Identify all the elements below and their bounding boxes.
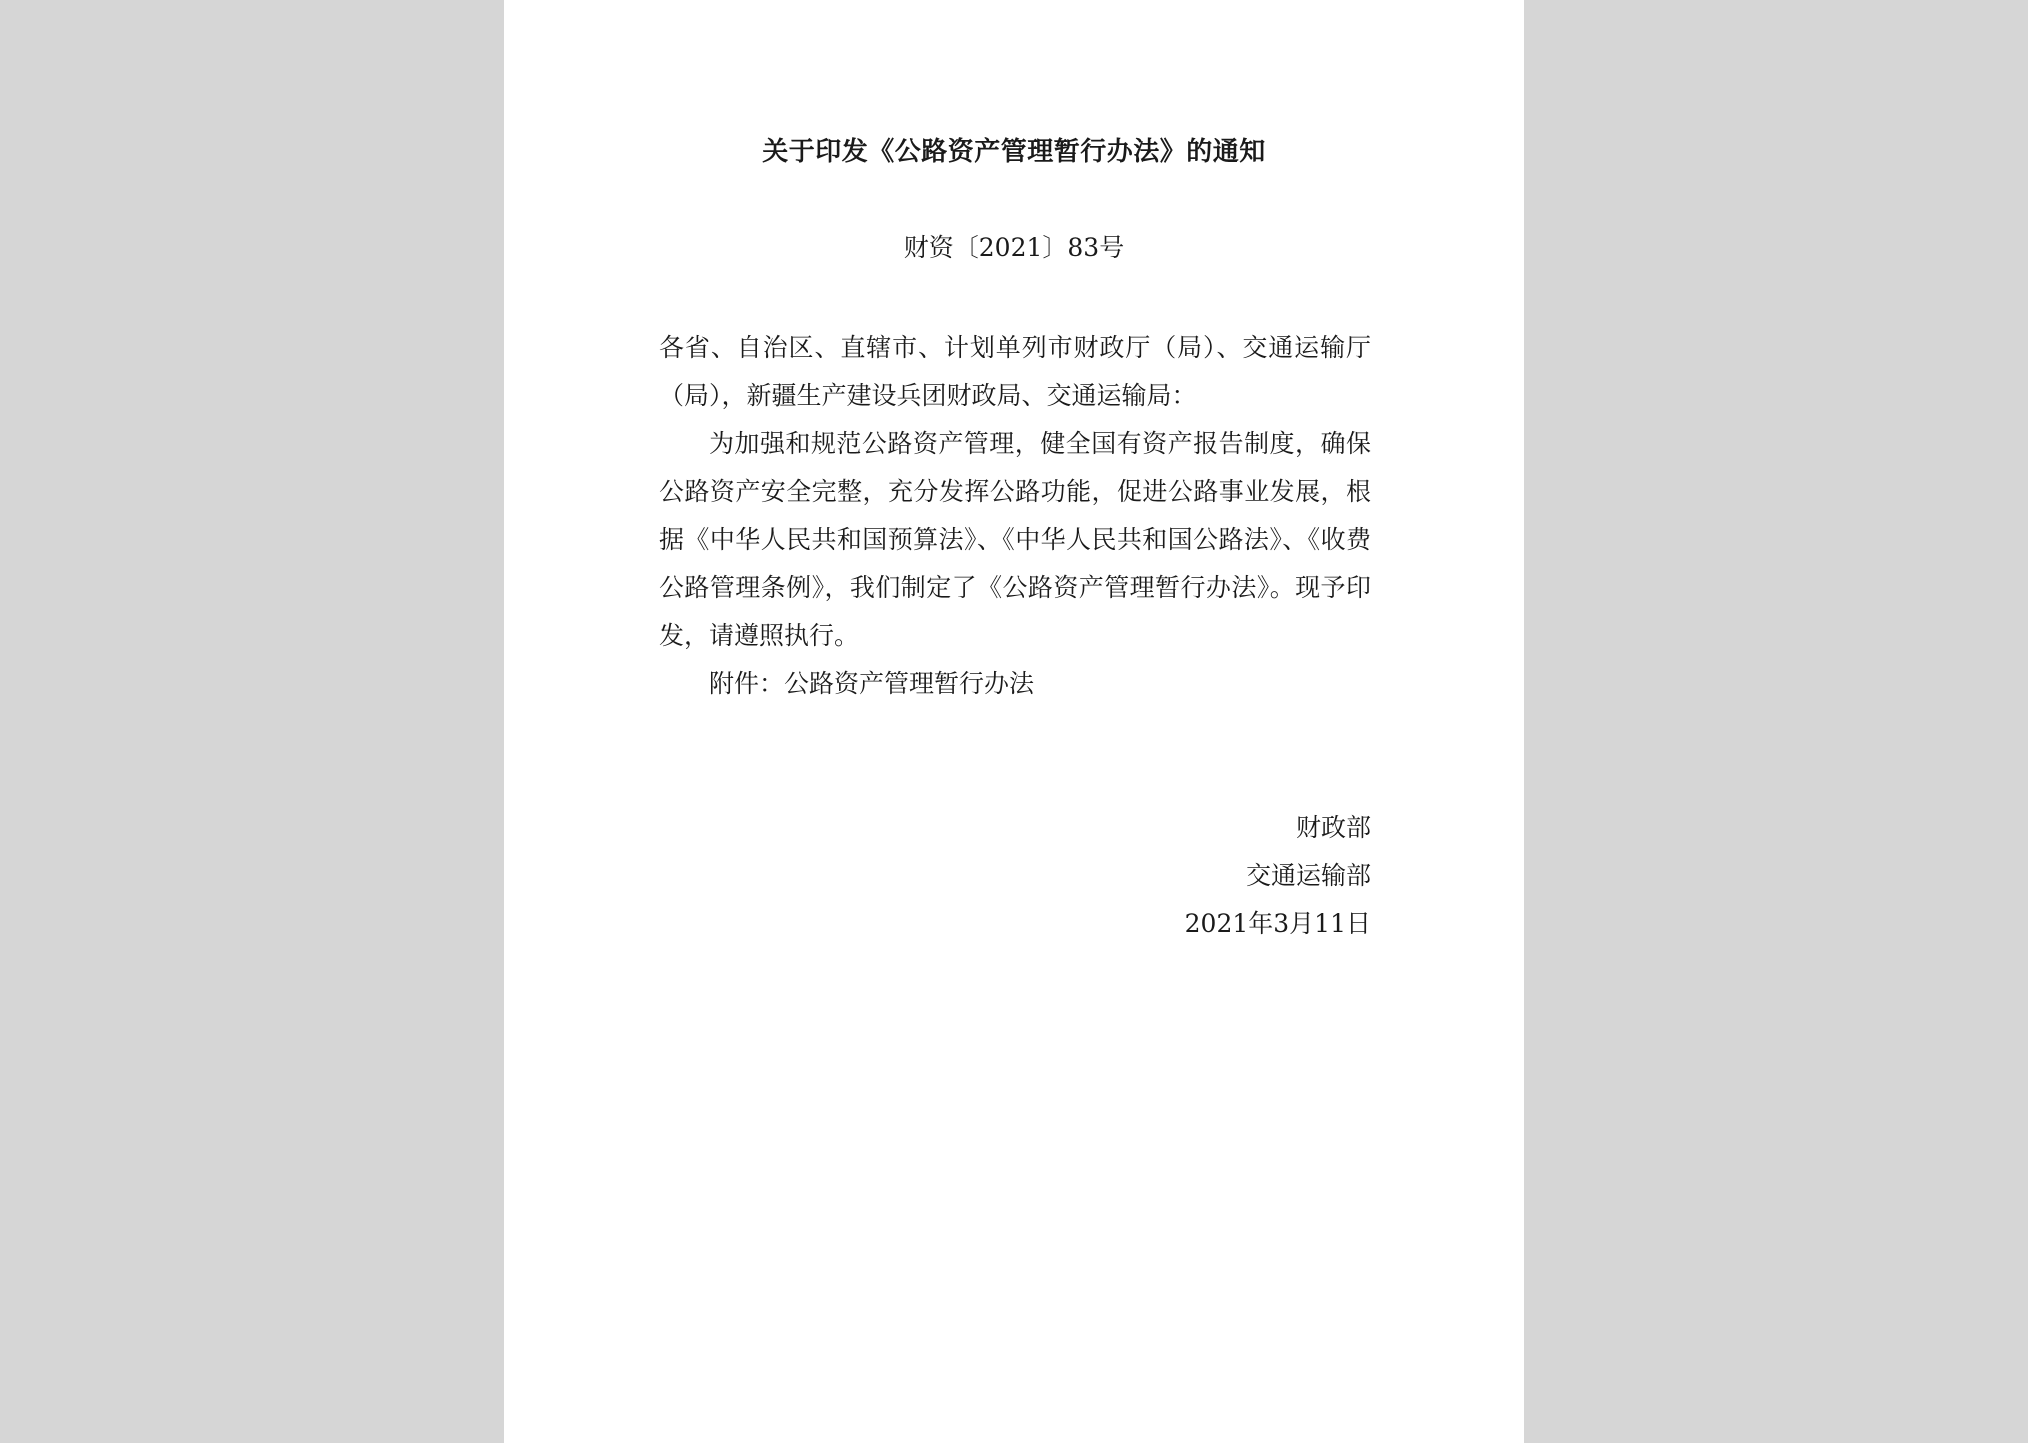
issue-date: 2021年3月11日 bbox=[1184, 909, 1371, 938]
signature-block bbox=[659, 804, 1371, 948]
issuer-ministry-of-transport: 交通运输部 bbox=[1245, 861, 1371, 890]
document-title: 关于印发《公路资产管理暂行办法》的通知 bbox=[762, 137, 1266, 167]
main-paragraph: 为加强和规范公路资产管理，健全国有资产报告制度，确保公路资产安全完整，充分发挥公路功能，促进公路事业发展，根据《中华人民共和国预算法》、《中华人民共和国公路法》、《收费公路管理条例》，我们制定了《公路资产管理暂行办法》。现予印发，请遵照执行。 bbox=[659, 429, 1371, 650]
document-number: 财资〔2021〕83号 bbox=[903, 233, 1125, 262]
document-body bbox=[659, 324, 1371, 708]
document-page bbox=[504, 0, 1524, 1443]
addressee-paragraph: 各省、自治区、直辖市、计划单列市财政厅（局）、交通运输厅（局），新疆生产建设兵团财政局、交通运输局： bbox=[659, 333, 1371, 410]
attachment-line: 附件：公路资产管理暂行办法 bbox=[709, 669, 1035, 698]
issuer-ministry-of-finance: 财政部 bbox=[1295, 813, 1371, 842]
